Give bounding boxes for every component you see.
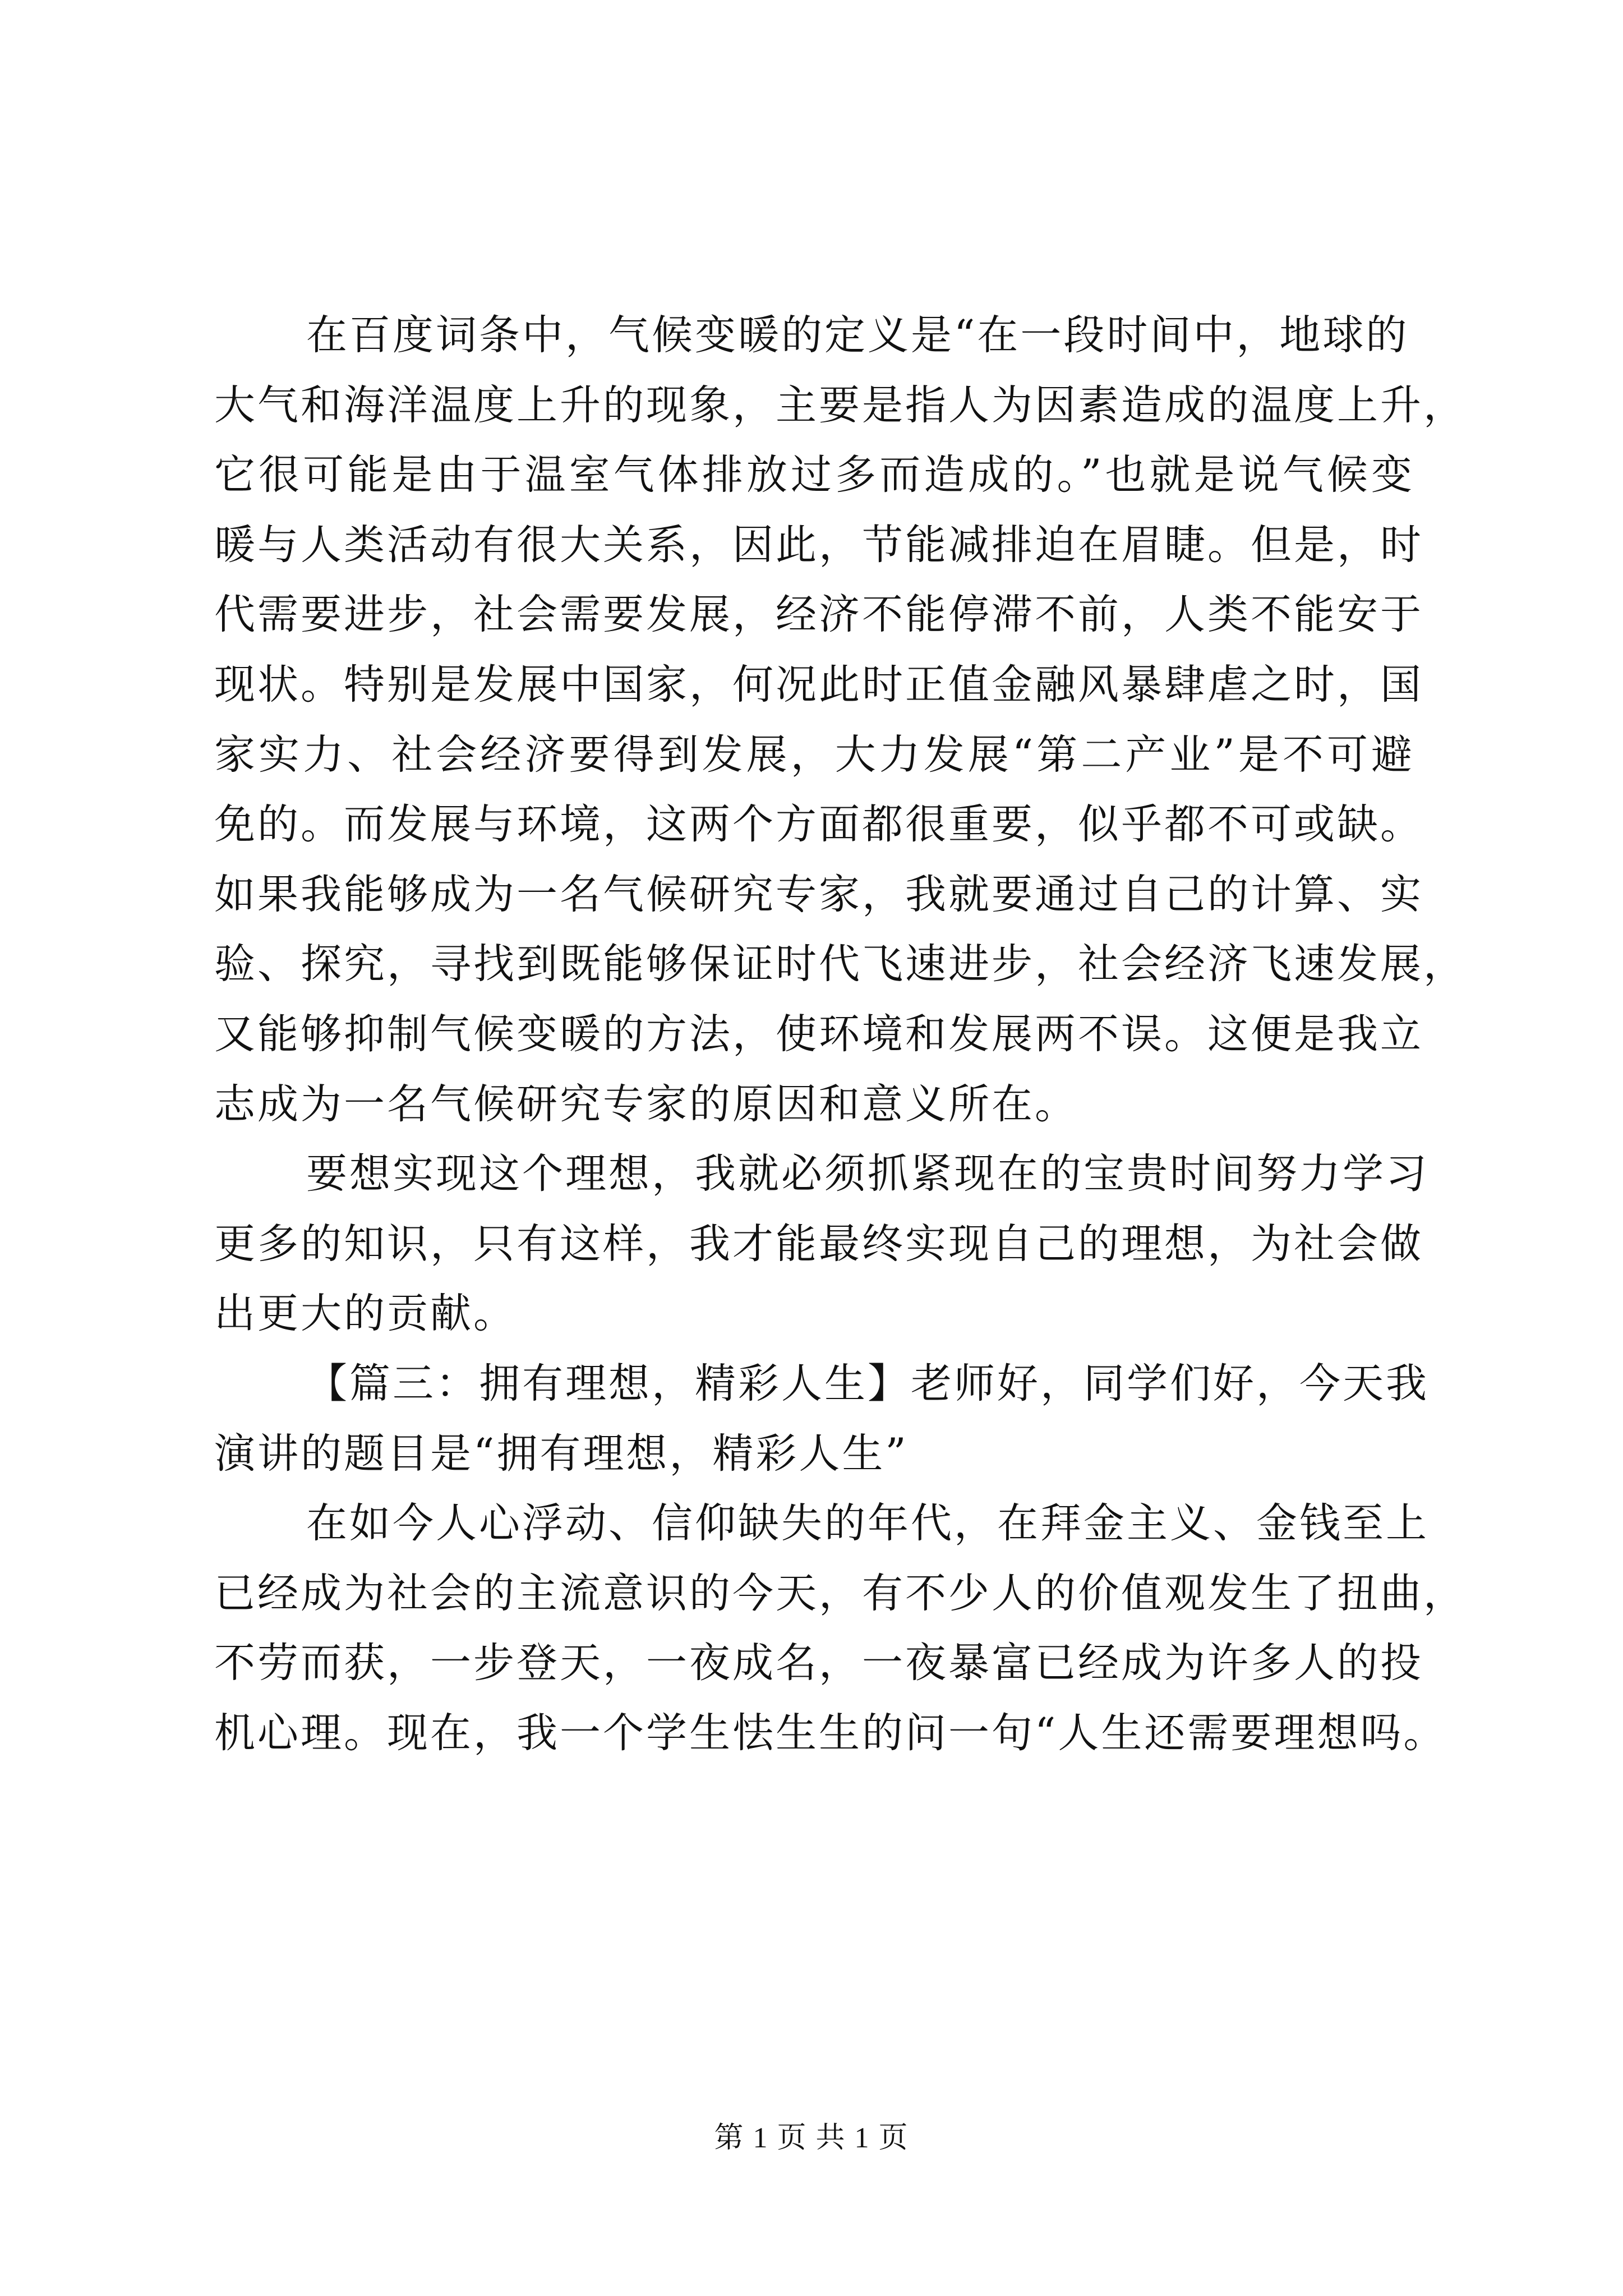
paragraph-2-line-2: 更多的知识，只有这样，我才能最终实现自己的理想，为社会做	[214, 1220, 1423, 1268]
paragraph-1-line-10: 验、探究，寻找到既能够保证时代飞速进步，社会经济飞速发展，	[214, 940, 1467, 988]
paragraph-1-line-5: 代需要进步，社会需要发展，经济不能停滞不前，人类不能安于	[214, 591, 1423, 639]
paragraph-2-line-3: 出更大的贡献。	[214, 1290, 517, 1338]
paragraph-4-line-4: 机心理。现在，我一个学生怯生生的问一句“人生还需要理想吗。	[214, 1709, 1447, 1757]
paragraph-4-line-2: 已经成为社会的主流意识的今天，有不少人的价值观发生了扭曲，	[214, 1569, 1467, 1617]
paragraph-1-line-3: 它很可能是由于温室气体排放过多而造成的。”也就是说气候变	[214, 451, 1414, 499]
paragraph-1-line-8: 免的。而发展与环境，这两个方面都很重要，似乎都不可或缺。	[214, 800, 1423, 849]
paragraph-4-line-3: 不劳而获，一步登天，一夜成名，一夜暴富已经成为许多人的投	[214, 1639, 1423, 1687]
paragraph-1-line-11: 又能够抑制气候变暖的方法，使环境和发展两不误。这便是我立	[214, 1010, 1423, 1058]
paragraph-1-line-6: 现状。特别是发展中国家，何况此时正值金融风暴肆虐之时，国	[214, 660, 1423, 708]
paragraph-1-line-9: 如果我能够成为一名气候研究专家，我就要通过自己的计算、实	[214, 870, 1423, 918]
paragraph-1-line-7: 家实力、社会经济要得到发展，大力发展“第二产业”是不可避	[214, 730, 1414, 779]
document-body	[214, 301, 1467, 1768]
paragraph-1-line-2: 大气和海洋温度上升的现象，主要是指人为因素造成的温度上升，	[214, 381, 1467, 429]
paragraph-2-line-1: 要想实现这个理想，我就必须抓紧现在的宝贵时间努力学习	[306, 1150, 1429, 1198]
paragraph-1-line-4: 暖与人类活动有很大关系，因此，节能减排迫在眉睫。但是，时	[214, 521, 1423, 569]
paragraph-3-line-2: 演讲的题目是“拥有理想，精彩人生”	[214, 1429, 909, 1478]
paragraph-1-line-1: 在百度词条中，气候变暖的定义是“在一段时间中，地球的	[306, 311, 1409, 359]
paragraph-1-line-12: 志成为一名气候研究专家的原因和意义所在。	[214, 1080, 1078, 1128]
paragraph-4-line-1: 在如今人心浮动、信仰缺失的年代，在拜金主义、金钱至上	[306, 1499, 1429, 1548]
page-number-footer: 第 1 页 共 1 页	[714, 2122, 909, 2154]
paragraph-3-line-1: 【篇三：拥有理想，精彩人生】老师好，同学们好，今天我	[306, 1359, 1429, 1407]
